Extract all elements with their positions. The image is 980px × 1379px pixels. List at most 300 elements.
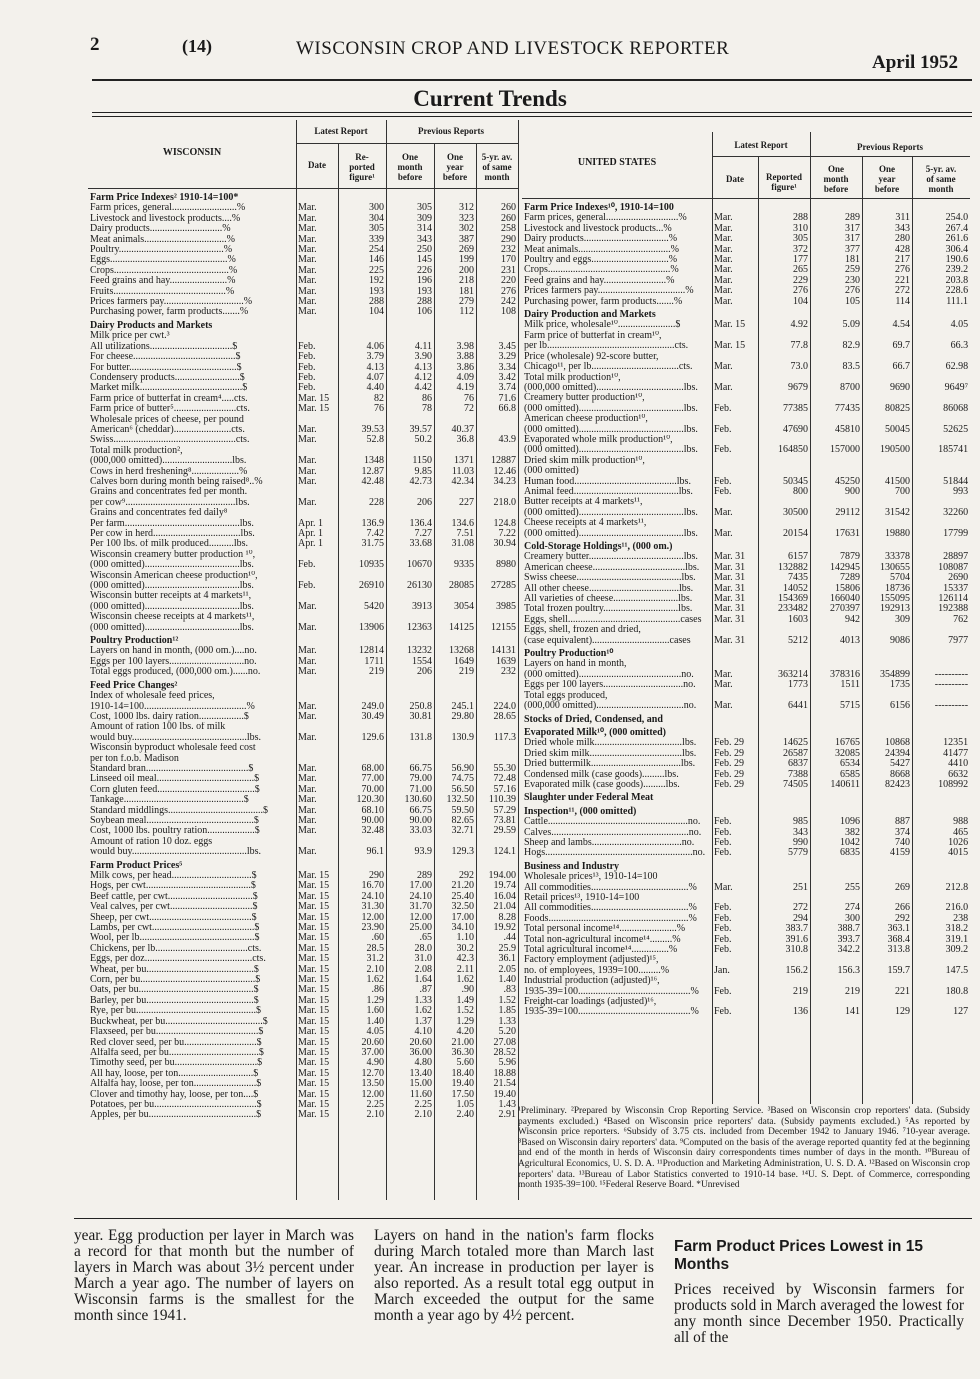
wi-row-label: Beef cattle, per cwt..................................$: [90, 891, 258, 902]
wi-five-year-avg-cell: 28.65: [493, 711, 517, 722]
wi-col-month: One month before: [397, 152, 423, 182]
wi-row-label: Apples, per bu...........................................$: [90, 1110, 262, 1121]
us-date-cell: Feb.: [714, 817, 732, 828]
wi-year-before-cell: 17.00: [451, 912, 474, 923]
wi-year-before-cell: 36.8: [456, 435, 474, 446]
wi-date-cell: Mar. 15: [298, 943, 330, 954]
us-month-before-cell: [810, 497, 862, 507]
wi-five-year-avg-cell: 260: [501, 213, 517, 224]
us-year-before-cell: [862, 691, 912, 701]
wi-month-before-cell: 1.33: [414, 995, 432, 1006]
wi-date-cell: [296, 591, 338, 601]
wi-date-cell: Feb.: [298, 560, 316, 571]
us-row: [522, 691, 970, 701]
wi-reported-cell: 24.10: [361, 891, 384, 902]
wi-five-year-avg-cell: 1639: [496, 656, 517, 667]
page-label: (14): [182, 36, 212, 56]
wi-date-cell: Feb.: [298, 581, 316, 592]
wi-row: [88, 404, 518, 414]
wi-date-cell: [296, 550, 338, 560]
us-year-before-cell: [862, 435, 912, 445]
us-row: [522, 255, 970, 265]
wi-reported-cell: 2.10: [366, 964, 384, 975]
us-five-year-avg-cell: 52625: [943, 424, 969, 435]
wi-month-before-cell: [386, 415, 434, 425]
title-rule-bottom: [92, 116, 972, 117]
wi-year-before-cell: 112: [459, 307, 474, 318]
us-date-cell: Feb.: [714, 848, 732, 859]
wi-reported-cell: 42.48: [361, 476, 384, 487]
us-year-before-cell: 5427: [890, 759, 910, 770]
wi-row-label: Fruits.............................................%: [90, 286, 235, 297]
wi-row: [88, 363, 518, 373]
us-row: [522, 320, 970, 330]
us-month-before-cell: 29112: [835, 507, 860, 518]
us-row-label: Prices farmers pay...................................%: [524, 286, 694, 297]
us-reported-cell: [758, 373, 810, 383]
us-row: [522, 872, 970, 882]
us-row-label: Calves.......................................................no.: [524, 827, 702, 838]
us-row: [522, 935, 970, 945]
us-date-cell: Feb.: [714, 445, 732, 456]
wi-month-before-cell: 305: [417, 203, 432, 214]
us-year-before-cell: 19880: [885, 528, 910, 539]
wi-date-cell: Mar.: [298, 795, 317, 806]
us-year-before-cell: [862, 331, 912, 341]
wi-row: [88, 795, 518, 805]
wi-five-year-avg-cell: 12.46: [493, 466, 517, 477]
wi-row-label: Rye, per bu................................................$: [90, 1006, 261, 1017]
us-row: [522, 987, 970, 997]
wi-row: [88, 702, 518, 712]
wi-row-label: Meat animals.................................%: [90, 234, 235, 245]
wi-row-label: Wisconsin creamery butter production ¹⁰,: [90, 549, 256, 560]
wi-row: [88, 764, 518, 774]
us-row: [522, 341, 970, 351]
wi-row: [88, 733, 518, 743]
us-reported-cell: 7388: [788, 769, 808, 780]
us-date-cell: Feb. 29: [714, 769, 744, 780]
wi-month-before-cell: [386, 446, 434, 456]
us-reported-cell: 7435: [788, 573, 808, 584]
us-section-heading: Business and Industry: [524, 860, 620, 872]
us-date-cell: Feb.: [714, 476, 732, 487]
wi-date-cell: Mar.: [298, 213, 317, 224]
wi-reported-cell: 31.30: [361, 902, 384, 913]
us-year-before-cell: 4159: [890, 848, 910, 859]
us-row: [522, 373, 970, 383]
wi-month-before-cell: 1150: [412, 456, 432, 467]
us-row: [522, 838, 970, 848]
us-row-label: Dairy products..................................%: [524, 234, 678, 245]
wi-month-before-cell: 12.00: [409, 912, 432, 923]
us-month-before-cell: 8700: [840, 382, 860, 393]
us-row: [522, 759, 970, 769]
us-month-before-cell: 6585: [840, 769, 860, 780]
us-month-before-cell: 259: [845, 265, 860, 276]
us-date-cell: Mar.: [714, 669, 733, 680]
wi-row-label: Lambs, per cwt.........................................$: [90, 923, 260, 934]
wi-year-before-cell: 18.40: [451, 1068, 474, 1079]
wi-date-cell: Mar.: [298, 224, 317, 235]
wi-row: [88, 446, 518, 456]
us-reported-cell: 50345: [783, 476, 808, 487]
wi-month-before-cell: 12363: [407, 622, 432, 633]
wi-row: [88, 837, 518, 847]
wi-year-before-cell: 21.00: [451, 1037, 474, 1048]
wi-reported-cell: 304: [369, 213, 384, 224]
wi-five-year-avg-cell: 5.20: [498, 1027, 517, 1038]
us-row: [522, 383, 970, 393]
us-year-before-cell: 82423: [885, 779, 910, 790]
us-row: [522, 539, 970, 552]
wi-five-year-avg-cell: [476, 591, 518, 601]
us-row-label: Swiss cheese..........................................lbs.: [524, 573, 696, 584]
us-row: [522, 828, 970, 838]
us-row: [522, 404, 970, 414]
us-date-cell: [712, 456, 758, 466]
wi-row-label: Linseed oil meal.......................................$: [90, 774, 260, 785]
us-row-label: Foods........................................................%: [524, 913, 697, 924]
wi-row: [88, 602, 518, 612]
wi-month-before-cell: 226: [417, 265, 432, 276]
us-month-before-cell: 16765: [835, 738, 860, 749]
footnotes: ¹Preliminary. ²Prepared by Wisconsin Crop Reporting Service. ³Based on Wisconsin crop reporters' data. (Subsidy payments excluded.) ⁴Based on Wisconsin price reporters' data. (Subsidy payments excluded.) ⁵As reported by Wisconsin price reporters. ⁶Subsidy of 3.75 cts. included from December 1942 to January 1946. ⁷10-year average. ⁸Based on Wisconsin dairy reporters' data. ⁹Computed on the basis of the average reported quantity fed at the beginning and end of the month in herds of Wisconsin dairy correspondents times number of days in the month. ¹⁰Bureau of Agricultural Economics, U. S. D. A. ¹¹Production and Marketing Administration, U. S. D. A. ¹²Based on Wisconsin crop reporters' data. ¹³Bureau of Labor Statistics converted to 1910-14 base. ¹⁴U. S. Dept. of Commerce, corresponding month 1935-39=100. ¹⁵Federal Reserve Board. *Unrevised: [518, 1106, 970, 1191]
wi-five-year-avg-cell: 110.39: [488, 795, 517, 806]
wi-date-cell: [296, 415, 338, 425]
wi-row-label: (000 omitted)......................................lbs.: [90, 560, 254, 571]
wi-year-before-cell: 28085: [449, 581, 474, 592]
wi-row: [88, 933, 518, 943]
us-reported-cell: [758, 497, 810, 507]
us-row: [522, 276, 970, 286]
wi-reported-cell: [338, 331, 386, 341]
us-month-before-cell: 393.7: [837, 934, 860, 945]
wi-row: [88, 307, 518, 317]
wi-row: [88, 203, 518, 213]
wi-year-before-cell: [434, 754, 476, 764]
us-row: [522, 604, 970, 614]
wi-row: [88, 1110, 518, 1120]
us-year-before-cell: 217: [895, 255, 910, 266]
us-date-cell: [712, 466, 758, 476]
us-five-year-avg-cell: 306.4: [945, 244, 969, 255]
wi-month-before-cell: 79.00: [409, 774, 432, 785]
wi-row: [88, 975, 518, 985]
us-reported-cell: 229: [793, 275, 808, 286]
wi-date-cell: Mar.: [298, 622, 317, 633]
us-date-cell: Mar.: [714, 680, 733, 691]
wi-date-cell: [296, 837, 338, 847]
us-five-year-avg-cell: 41477: [943, 748, 969, 759]
wi-row-label: Tankage................................................$: [90, 795, 249, 806]
wi-reported-cell: 82: [374, 393, 384, 404]
wi-date-cell: Mar. 15: [298, 1037, 330, 1048]
wi-five-year-avg-cell: 1.40: [498, 975, 517, 986]
us-year-before-cell: 10868: [885, 738, 910, 749]
us-reported-cell: 363214: [778, 669, 808, 680]
wi-row: [88, 623, 518, 633]
wi-date-cell: Mar. 15: [298, 1006, 330, 1017]
wi-five-year-avg-cell: [476, 612, 518, 622]
wi-five-year-avg-cell: 12155: [491, 622, 517, 633]
wi-five-year-avg-cell: 18.88: [493, 1068, 517, 1079]
wi-date-cell: Mar. 15: [298, 1068, 330, 1079]
us-year-before-cell: 374: [895, 827, 910, 838]
us-five-year-avg-cell: [912, 393, 970, 403]
us-date-cell: Mar.: [714, 234, 733, 245]
us-reported-cell: 310: [793, 223, 808, 234]
wi-row-label: Cost, 1000 lbs. poultry ration...................$: [90, 826, 260, 837]
wi-reported-cell: 12.00: [361, 1089, 384, 1100]
wi-col-reported: Re- ported figure¹: [349, 152, 375, 182]
us-five-year-avg-cell: 254.0: [945, 213, 969, 224]
wi-five-year-avg-cell: 25.9: [498, 943, 517, 954]
wi-month-before-cell: 250.8: [409, 701, 432, 712]
wi-row: [88, 383, 518, 393]
us-year-before-cell: 69.7: [892, 341, 910, 352]
wi-row-label: Farm price of butter⁵.........................cts.: [90, 404, 250, 415]
wi-month-before-cell: 3913: [412, 601, 432, 612]
wi-year-before-cell: 2.40: [456, 1110, 474, 1121]
us-year-before-cell: 311: [895, 213, 910, 224]
wi-reported-cell: [338, 508, 386, 518]
wi-date-cell: Mar. 15: [298, 995, 330, 1006]
us-row: [522, 780, 970, 790]
wi-date-cell: Mar.: [298, 711, 317, 722]
wi-month-before-cell: 10670: [407, 560, 432, 571]
us-date-cell: [712, 997, 758, 1007]
wi-row-label: Amount of ration 100 lbs. of milk: [90, 722, 226, 733]
us-year-before-cell: [862, 872, 912, 882]
wi-year-before-cell: 34.10: [451, 923, 474, 934]
wi-date-cell: Apr. 1: [298, 518, 323, 529]
wi-reported-cell: .86: [371, 985, 384, 996]
us-date-cell: [712, 893, 758, 903]
wi-year-before-cell: 200: [459, 265, 474, 276]
wi-five-year-avg-cell: 3.74: [498, 383, 517, 394]
wi-row-label: Grains and concentrates fed daily⁸: [90, 508, 228, 519]
us-month-before-cell: [810, 331, 862, 341]
wi-date-cell: [296, 754, 338, 764]
us-month-before-cell: [810, 466, 862, 476]
wi-row-label: All utilizations.................................$: [90, 341, 238, 352]
us-reported-cell: 77.8: [790, 341, 808, 352]
us-year-before-cell: 24394: [885, 748, 910, 759]
wi-five-year-avg-cell: 43.9: [498, 435, 517, 446]
wi-date-cell: Mar. 15: [298, 404, 330, 415]
us-row: [522, 738, 970, 748]
us-month-before-cell: [810, 393, 862, 403]
us-year-before-cell: 5704: [890, 573, 910, 584]
us-five-year-avg-cell: 212.8: [945, 882, 969, 893]
wi-year-before-cell: 29.80: [451, 711, 474, 722]
us-row-label: Total eggs produced,: [524, 690, 608, 701]
us-year-before-cell: 6156: [890, 701, 910, 712]
wi-month-before-cell: 11.60: [409, 1089, 432, 1100]
wi-reported-cell: 4.40: [366, 383, 384, 394]
us-month-before-cell: 230: [845, 275, 860, 286]
wi-row-label: Alfalfa seed, per bu....................................$: [90, 1047, 264, 1058]
wi-year-before-cell: [434, 487, 476, 497]
wi-row: [88, 691, 518, 701]
us-reported-cell: 990: [793, 837, 808, 848]
wi-row: [88, 965, 518, 975]
wi-reported-cell: 5420: [364, 601, 384, 612]
us-row: [522, 903, 970, 913]
us-month-before-cell: [810, 691, 862, 701]
us-five-year-avg-cell: 7977: [948, 635, 969, 646]
us-year-before-cell: 8668: [890, 769, 910, 780]
publication-title: WISCONSIN CROP AND LIVESTOCK REPORTER: [296, 38, 730, 59]
us-date-cell: Feb.: [714, 903, 732, 914]
us-row: [522, 770, 970, 780]
wi-five-year-avg-cell: 66.8: [498, 404, 517, 415]
wi-row-label: Veal calves, per cwt.................................$: [90, 902, 258, 913]
title-rule-top: [92, 112, 972, 113]
wi-date-cell: Mar.: [298, 656, 317, 667]
us-row: [522, 955, 970, 965]
wi-date-cell: Feb.: [298, 362, 316, 373]
us-five-year-avg-cell: 28897: [943, 552, 969, 563]
us-five-year-avg-cell: 1026: [948, 837, 969, 848]
wi-date-cell: Apr. 1: [298, 529, 323, 539]
wi-reported-cell: 31.2: [366, 954, 384, 965]
us-date-cell: Mar.: [714, 507, 733, 518]
us-date-cell: Mar. 15: [714, 341, 746, 352]
wi-row-label: would buy..............................................lbs.: [90, 732, 262, 743]
wi-year-before-cell: [434, 722, 476, 732]
wi-row-label: Wisconsin byproduct wholesale feed cost: [90, 743, 256, 754]
wi-row-label: Standard middlings......................................$: [90, 805, 269, 816]
wi-date-cell: Mar.: [298, 456, 317, 467]
wi-row-label: Total eggs produced, (000,000 om.)......no.: [90, 667, 261, 678]
wi-month-before-cell: 4.42: [414, 383, 432, 394]
wi-year-before-cell: 3054: [454, 601, 474, 612]
wi-year-before-cell: 1371: [454, 456, 474, 467]
us-year-before-cell: [862, 518, 912, 528]
wi-five-year-avg-cell: [476, 722, 518, 732]
us-section-heading: Stocks of Dried, Condensed, and: [524, 713, 663, 725]
us-year-before-cell: 159.7: [887, 965, 910, 976]
wi-date-cell: Mar. 15: [298, 1027, 330, 1038]
wi-reported-cell: 52.8: [366, 435, 384, 446]
us-row: [522, 659, 970, 669]
wi-reported-cell: 10935: [359, 560, 384, 571]
wi-date-cell: Mar.: [298, 245, 317, 256]
us-year-before-cell: 155095: [880, 594, 910, 605]
us-section-heading: Evaporated Milk¹⁰, (000 omitted): [524, 726, 666, 738]
us-reported-cell: 6157: [788, 552, 808, 563]
us-row-label: American cheese production¹⁰,: [524, 414, 648, 425]
us-row-label: Creamery butter......................................lbs.: [524, 552, 698, 563]
wi-month-before-cell: 1.37: [414, 1016, 432, 1027]
us-year-before-cell: [862, 659, 912, 669]
us-reported-cell: 9679: [788, 382, 808, 393]
us-row: [522, 352, 970, 362]
us-row: [522, 331, 970, 341]
wi-reported-cell: 219: [369, 667, 384, 678]
us-five-year-avg-cell: 267.4: [945, 223, 969, 234]
wi-row-label: Corn, per bu..............................................$: [90, 975, 261, 986]
us-row: [522, 477, 970, 487]
wi-year-before-cell: [434, 550, 476, 560]
wi-month-before-cell: 42.73: [409, 476, 432, 487]
us-five-year-avg-cell: 86068: [943, 403, 969, 414]
us-month-before-cell: 105: [845, 296, 860, 307]
us-month-before-cell: 317: [845, 223, 860, 234]
us-heading: UNITED STATES: [577, 157, 657, 168]
us-year-before-cell: 130655: [880, 562, 910, 573]
wi-date-cell: Mar.: [298, 774, 317, 785]
wi-year-before-cell: [434, 691, 476, 701]
us-date-cell: Feb.: [714, 486, 732, 497]
us-month-before-cell: 276: [845, 286, 860, 297]
wi-date-cell: Mar.: [298, 424, 317, 435]
wi-reported-cell: 228: [369, 497, 384, 508]
us-month-before-cell: 382: [845, 827, 860, 838]
wi-year-before-cell: 1.49: [456, 995, 474, 1006]
us-month-before-cell: 17631: [835, 528, 860, 539]
us-row-label: Meat animals.....................................%: [524, 244, 679, 255]
us-reported-cell: 1603: [788, 614, 808, 625]
wi-row: [88, 1079, 518, 1089]
us-reported-cell: [758, 691, 810, 701]
wi-row: [88, 743, 518, 753]
us-row-label: Freight-car loadings (adjusted)¹⁶,: [524, 997, 657, 1008]
us-month-before-cell: 1096: [840, 817, 860, 828]
wi-five-year-avg-cell: 194.00: [488, 871, 517, 881]
us-five-year-avg-cell: [912, 435, 970, 445]
wi-month-before-cell: [386, 837, 434, 847]
wi-five-year-avg-cell: 8.28: [498, 912, 517, 923]
us-month-before-cell: [810, 435, 862, 445]
wi-section-heading: Feed Price Changes²: [90, 679, 178, 691]
article-column-1: year. Egg production per layer in March was a record for that month but the number of layers in March was about 3½ percent under March a year ago. The number of layers on Wisconsin farms is the smallest for the month since 1941.: [74, 1227, 354, 1324]
us-date-cell: Mar.: [714, 223, 733, 234]
us-month-before-cell: 900: [845, 486, 860, 497]
wi-row: [88, 266, 518, 276]
wi-date-cell: Apr. 1: [298, 539, 323, 550]
wi-date-cell: Mar. 15: [298, 1110, 330, 1121]
wi-row: [88, 331, 518, 341]
wi-month-before-cell: 15.00: [409, 1079, 432, 1090]
wi-five-year-avg-cell: 1.85: [498, 1006, 517, 1017]
us-year-before-cell: 292: [895, 913, 910, 924]
wi-month-before-cell: 2.10: [414, 1110, 432, 1121]
wi-row-label: Wisconsin American cheese production¹⁰,: [90, 570, 258, 581]
us-year-before-cell: [862, 955, 912, 965]
wi-row-label: per ton f.o.b. Madison: [90, 753, 179, 764]
wi-month-before-cell: [386, 571, 434, 581]
wi-row: [88, 352, 518, 362]
wi-date-cell: Mar.: [298, 784, 317, 795]
wi-reported-cell: [338, 446, 386, 456]
us-date-cell: Feb.: [714, 837, 732, 848]
us-five-year-avg-cell: 4.05: [950, 320, 969, 331]
wi-row: [88, 287, 518, 297]
wi-row: [88, 318, 518, 331]
wi-year-before-cell: [434, 743, 476, 753]
wi-row: [88, 1069, 518, 1079]
us-reported-cell: 6441: [788, 701, 808, 712]
wi-reported-cell: 120.30: [356, 795, 384, 806]
wi-reported-cell: 1711: [364, 656, 384, 667]
wi-five-year-avg-cell: 16.04: [493, 891, 517, 902]
us-year-before-cell: [862, 393, 912, 403]
us-date-cell: Mar. 31: [714, 573, 746, 584]
wi-date-cell: Mar.: [298, 701, 317, 712]
